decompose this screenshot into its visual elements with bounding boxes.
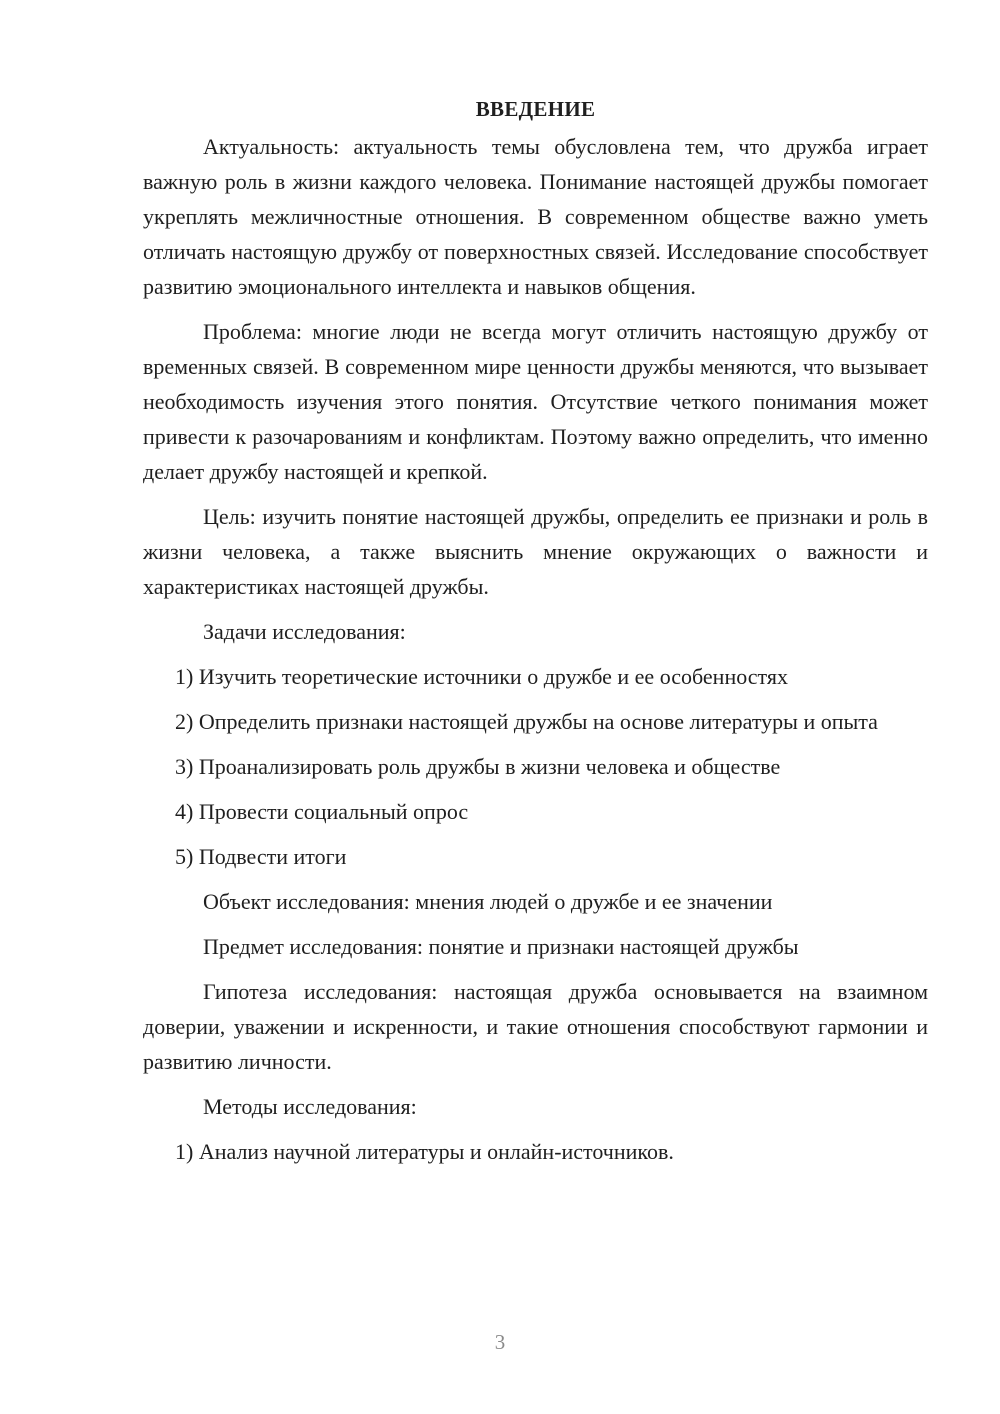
section-title: ВВЕДЕНИЕ xyxy=(475,97,596,121)
tasks-heading: Задачи исследования: xyxy=(203,619,406,644)
paragraph-hypothesis: Гипотеза исследования: настоящая дружба основывается на взаимном доверии, уважении и искренности, и такие отношения способствуют гармонии и развитию личности. xyxy=(143,979,928,1074)
paragraph-object: Объект исследования: мнения людей о дружбе и ее значении xyxy=(203,889,773,914)
document-page xyxy=(143,92,928,1179)
paragraph-subject: Предмет исследования: понятие и признаки настоящей дружбы xyxy=(203,934,799,959)
task-item-4: 4) Провести социальный опрос xyxy=(175,799,469,824)
task-item-2: 2) Определить признаки настоящей дружбы на основе литературы и опыта xyxy=(175,709,878,734)
method-item-1: 1) Анализ научной литературы и онлайн-источников. xyxy=(175,1139,674,1164)
task-item-3: 3) Проанализировать роль дружбы в жизни человека и обществе xyxy=(175,754,781,779)
page-number: 3 xyxy=(494,1330,506,1354)
task-item-1: 1) Изучить теоретические источники о дружбе и ее особенностях xyxy=(175,664,788,689)
paragraph-problem: Проблема: многие люди не всегда могут отличить настоящую дружбу от временных связей. В современном мире ценности дружбы меняются, что вызывает необходимость изучения этого понятия. Отсутствие четкого понимания может привести к разочарованиям и конфликтам. Поэтому важно определить, что именно делает дружбу настоящей и крепкой. xyxy=(143,319,928,484)
paragraph-goal: Цель: изучить понятие настоящей дружбы, определить ее признаки и роль в жизни человека, а также выяснить мнение окружающих о важности и характеристиках настоящей дружбы. xyxy=(143,504,928,599)
task-item-5: 5) Подвести итоги xyxy=(175,844,347,869)
methods-heading: Методы исследования: xyxy=(203,1094,417,1119)
paragraph-relevance: Актуальность: актуальность темы обусловлена тем, что дружба играет важную роль в жизни каждого человека. Понимание настоящей дружбы помогает укреплять межличностные отношения. В современном обществе важно уметь отличать настоящую дружбу от поверхностных связей. Исследование способствует развитию эмоционального интеллекта и навыков общения. xyxy=(143,134,928,299)
